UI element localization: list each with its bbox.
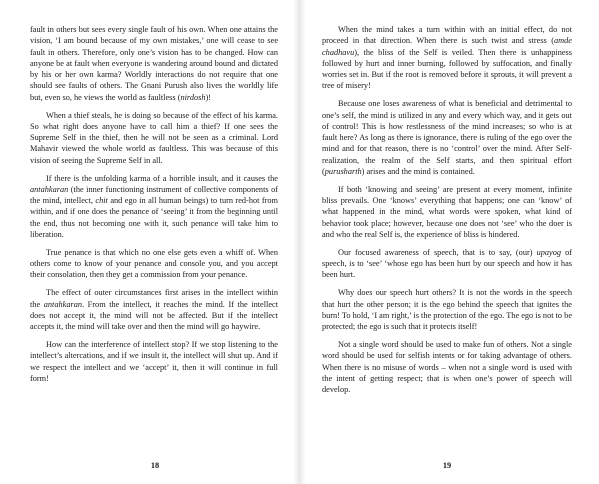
text-run: )! xyxy=(205,92,212,102)
text-run: Because one loses awareness of what is beneficial and detrimental to one’s self, the mind is utilized in any and every which way, and it gets out of control! This is how restlessness of the mind increases; so who is at fault here? As long as there is ignorance, there is ruling of the ego over the mind and for that reason, there is no ‘control’ over the mind. After Self-realization, the realm of the Self starts, and then spiritual effort ( xyxy=(322,99,572,177)
paragraph xyxy=(30,287,278,332)
text-run: If there is the unfolding karma of a horrible insult, and it causes the xyxy=(46,173,278,183)
paragraph xyxy=(30,247,278,281)
right-page-text xyxy=(322,24,572,395)
page-number-right: 19 xyxy=(442,461,452,470)
text-run: . From the intellect, it reaches the mind. If the intellect does not accept it, the mind will not be affected. But if the intellect accepts it, the mind will take over and then the mind will go haywire. xyxy=(30,299,279,332)
italic-term: upayog xyxy=(536,247,562,257)
text-run: ), the bliss of the Self is veiled. Then there is unhappiness followed by hurt and inner burning, followed by suffocation, and finally worries set in. But if the root is removed before it sprouts, it will prevent a tree of misery! xyxy=(322,47,572,91)
text-run: ) arises and the mind is contained. xyxy=(361,167,475,177)
text-run: and ego in all human beings) to turn red-hot from within, and if one does the penance of ‘seeing’ it from the beginning until the end, thus not becoming one with it, such penance will take him to liberation. xyxy=(30,196,278,240)
page-number-left: 18 xyxy=(150,461,160,470)
italic-term: chit xyxy=(95,196,108,206)
text-run: of speech, is to ‘see’ ‘whose ego has been hurt by our speech and how it has been hurt. xyxy=(322,247,572,280)
paragraph xyxy=(30,339,278,384)
left-page-text xyxy=(30,24,278,384)
text-run: Our focused awareness of speech, that is to say, (our) xyxy=(338,247,537,257)
right-page xyxy=(306,0,599,484)
text-run: fault in others but sees every single fault of his own. When one attains the vision, ‘I am bound because of my own mistakes,’ one will cease to see fault in others. Therefore, only one’s vision has to be changed. How can anyone be at fault when everyone is wandering around bound and dictated by his or her own karma? Worldly interactions do not require that one should see faults of others. The Gnani Purush also lives the worldly life but, even so, he views the world as faultless ( xyxy=(30,25,278,102)
text-run: When the mind takes a turn within with an initial effect, do not proceed in that direction. When there is such twist and stress ( xyxy=(322,25,572,46)
text-run: True penance is that which no one else gets even a whiff of. When others come to know of your penance and console you, and you accept their consolation, then they get a commission from your penance. xyxy=(30,247,278,280)
text-run: If both ‘knowing and seeing’ are present at every moment, infinite bliss prevails. One ‘knows’ everything that happens; one can ‘know’ of what happened in the mind, what words were spoken, what kind of behavior took place; however, because one does not ‘see’ who the doer is and who the real Self is, the experience of bliss is hindered. xyxy=(322,184,572,240)
italic-term: purusharth xyxy=(324,167,362,177)
paragraph xyxy=(322,24,572,92)
paragraph xyxy=(30,110,278,166)
italic-term: amde chadhavu xyxy=(322,36,572,57)
book-gutter xyxy=(293,0,306,484)
italic-term: antahkaran xyxy=(43,299,82,309)
text-run: How can the interference of intellect stop? If we stop listening to the intellect’s altercations, and if we insult it, the intellect will shut up. And if we respect the intellect and we ‘accept’ it, then it will continue in full form! xyxy=(30,339,278,383)
italic-term: antahkaran xyxy=(30,184,69,194)
paragraph xyxy=(322,339,572,395)
paragraph xyxy=(30,24,278,103)
text-run: The effect of outer circumstances first arises in the intellect within the xyxy=(30,288,278,309)
paragraph xyxy=(322,184,572,240)
text-run: Why does our speech hurt others? It is not the words in the speech that hurt the other person; it is the ego behind the speech that ignites the burn! To hold, ‘I am right,’ is the protection of the ego. The ego is not to be protected; the ego is such that it protects itself! xyxy=(322,288,572,332)
paragraph xyxy=(322,287,572,332)
text-run: Not a single word should be used to make fun of others. Not a single word should be used for selfish intents or for taking advantage of others. When there is no misuse of words – when not a single word is used with the intent of getting respect; that is when one’s power of speech will develop. xyxy=(322,339,572,395)
paragraph xyxy=(30,173,278,241)
paragraph xyxy=(322,98,572,177)
italic-term: nirdosh xyxy=(180,92,206,102)
paragraph xyxy=(322,247,572,281)
text-run: When a thief steals, he is doing so because of the effect of his karma. So what right does anyone have to call him a thief? If one sees the Supreme Self in the thief, then he will not be seen as a criminal. Lord Mahavir viewed the whole world as faultless. This was because of this vision of seeing the Supreme Self in all. xyxy=(30,110,278,165)
left-page xyxy=(0,0,293,484)
text-run: (the inner functioning instrument of collective components of the mind, intellect, xyxy=(30,184,278,206)
